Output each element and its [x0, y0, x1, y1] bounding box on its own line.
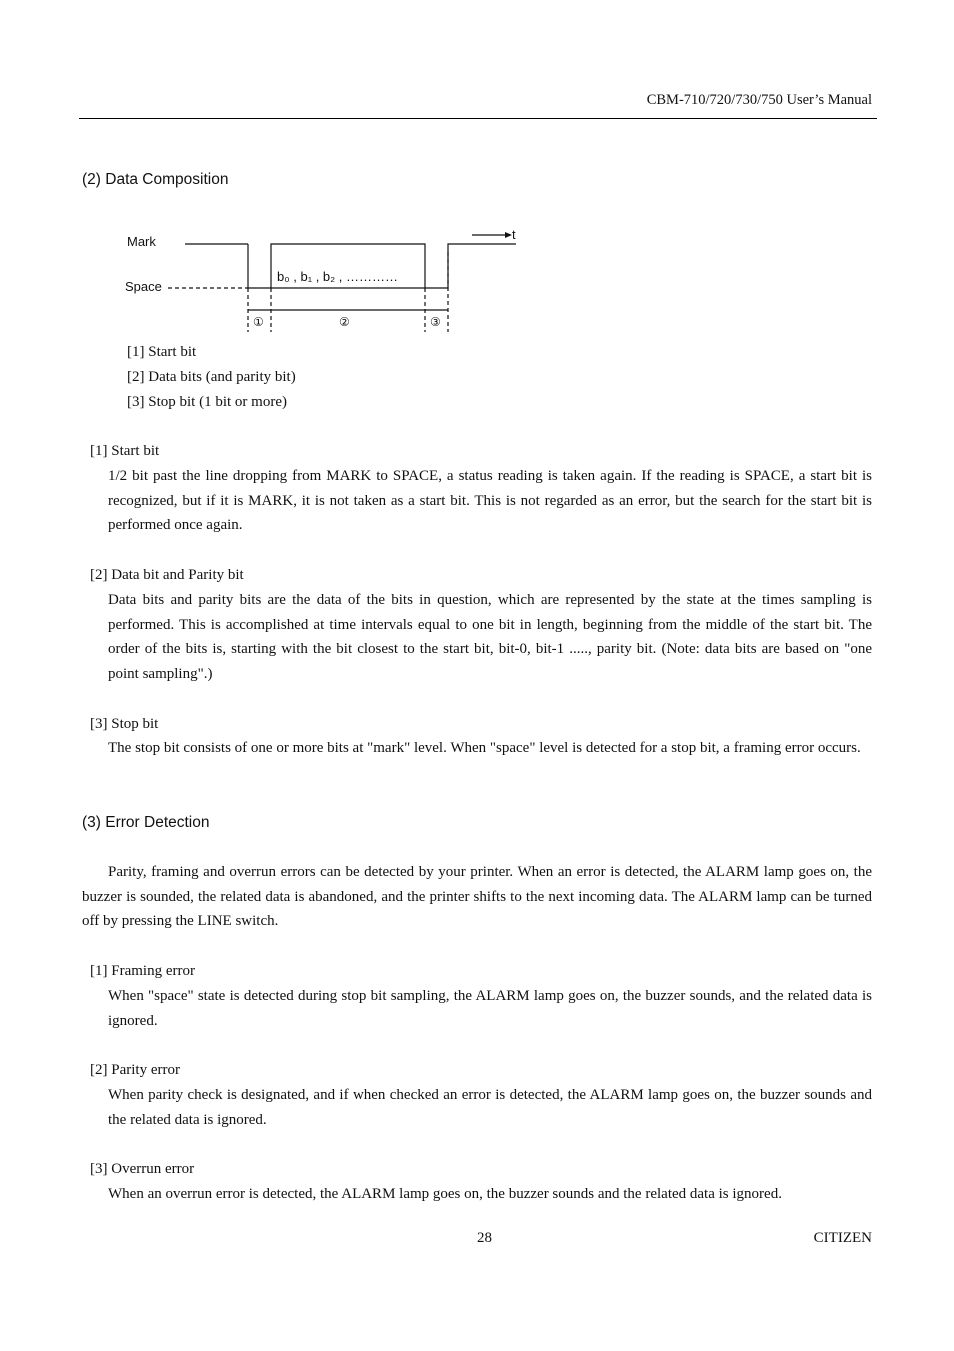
- timing-diagram: [120, 222, 530, 337]
- manual-title: CBM-710/720/730/750 User’s Manual: [646, 92, 872, 108]
- start-bit-title: [1] Start bit: [90, 443, 160, 459]
- data-parity-bit-title: [2] Data bit and Parity bit: [90, 567, 244, 583]
- page-header: [79, 90, 877, 119]
- stop-bit-text: The stop bit consists of one or more bits at "mark" level. When "space" level is detected for a stop bit, a framing error occurs.: [108, 740, 861, 756]
- time-label: t: [512, 227, 516, 242]
- parity-error-text: When parity check is designated, and if when checked an error is detected, the ALARM lamp goes on, the buzzer sounds and the related data is ignored.: [108, 1087, 872, 1128]
- start-bit-text: 1/2 bit past the line dropping from MARK to SPACE, a status reading is taken again. If the reading is SPACE, a start bit is recognized, but if it is MARK, it is not taken as a start bit. This is not regarded as an error, but the search for the start bit is performed once again.: [108, 468, 872, 534]
- overrun-error-title: [3] Overrun error: [90, 1161, 195, 1177]
- data-parity-bit-text: Data bits and parity bits are the data of the bits in question, which are represented by the state at the times sampling is performed. This is accomplished at time intervals equal to one bit in length, beginning from the middle of the start bit. The order of the bits is, starting with the bit closest to the start bit, bit-0, bit-1 ....., parity bit. (Note: data bits are based on "one point sampling".): [108, 592, 872, 683]
- section-heading-error-detection: (3) Error Detection: [82, 814, 210, 831]
- stop-bit-title: [3] Stop bit: [90, 716, 159, 732]
- legend-start-bit: [1] Start bit: [127, 344, 197, 360]
- mark-label: Mark: [127, 234, 156, 249]
- stop-bit-marker: ③: [430, 315, 441, 329]
- legend-stop-bit: [3] Stop bit (1 bit or more): [127, 394, 287, 410]
- legend-data-bits: [2] Data bits (and parity bit): [127, 369, 296, 385]
- data-bits-label: b₀ , b₁ , b₂ , …………: [277, 269, 399, 284]
- section-heading-data-composition: (2) Data Composition: [82, 171, 229, 188]
- framing-error-title: [1] Framing error: [90, 963, 195, 979]
- framing-error-text: When "space" state is detected during stop bit sampling, the ALARM lamp goes on, the buzzer sounds, and the related data is ignored.: [108, 988, 872, 1029]
- parity-error-title: [2] Parity error: [90, 1062, 180, 1078]
- start-bit-marker: ①: [253, 315, 264, 329]
- footer-brand: CITIZEN: [813, 1230, 872, 1246]
- data-bits-marker: ②: [339, 315, 350, 329]
- error-detection-intro: Parity, framing and overrun errors can be detected by your printer. When an error is detected, the ALARM lamp goes on, the buzzer is sounded, the related data is abandoned, and the printer shifts to the next incoming data. The ALARM lamp can be turned off by pressing the LINE switch.: [82, 864, 872, 930]
- page-number: 28: [477, 1230, 492, 1246]
- overrun-error-text: When an overrun error is detected, the ALARM lamp goes on, the buzzer sounds and the related data is ignored.: [108, 1186, 782, 1202]
- space-label: Space: [125, 279, 162, 294]
